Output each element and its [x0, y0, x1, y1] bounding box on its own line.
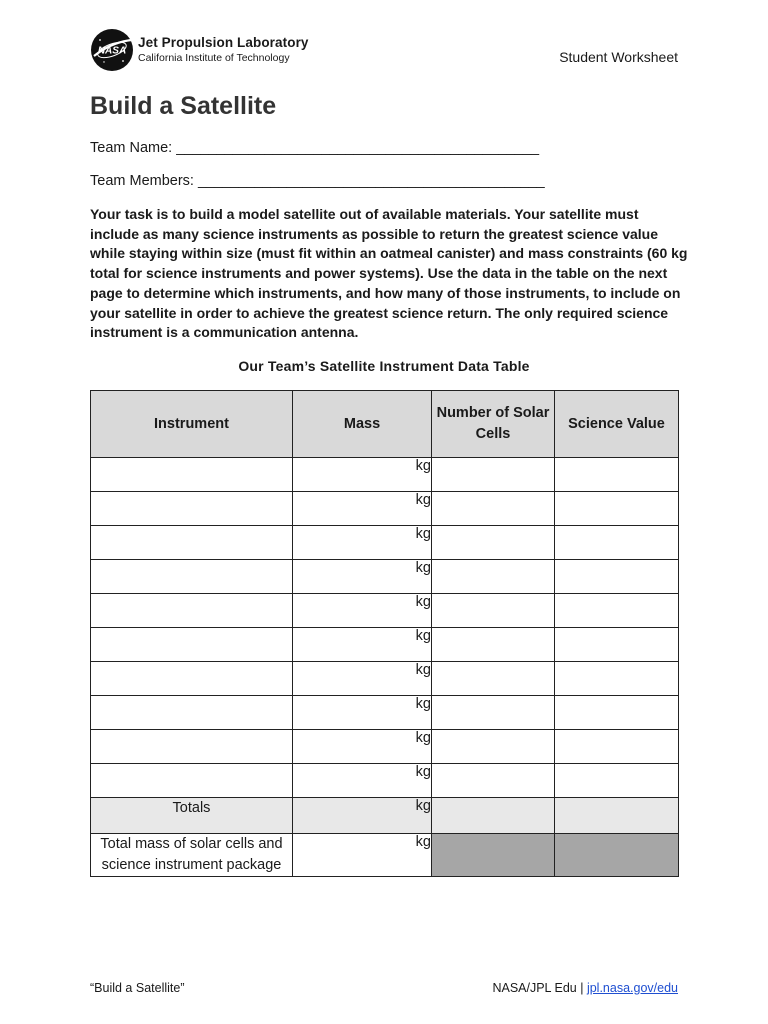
instrument-cell[interactable]	[91, 526, 293, 560]
science-value-cell[interactable]	[555, 764, 679, 798]
table-row	[91, 696, 679, 730]
table-header-row	[91, 391, 679, 458]
instrument-cell[interactable]	[91, 492, 293, 526]
document-type: Student Worksheet	[559, 49, 678, 65]
shaded-cell	[555, 834, 679, 877]
page-title: Build a Satellite	[90, 92, 277, 120]
jpl-logo	[90, 28, 309, 72]
totals-science-value-cell[interactable]	[555, 798, 679, 834]
instrument-cell[interactable]	[91, 764, 293, 798]
header-science-value: Science Value	[555, 391, 679, 458]
table-row	[91, 662, 679, 696]
solar-cells-cell[interactable]	[432, 764, 555, 798]
mass-cell[interactable]: kg	[293, 764, 432, 798]
mass-cell[interactable]: kg	[293, 662, 432, 696]
totals-solar-cells-cell[interactable]	[432, 798, 555, 834]
mass-cell[interactable]: kg	[293, 492, 432, 526]
solar-cells-cell[interactable]	[432, 526, 555, 560]
science-value-cell[interactable]	[555, 662, 679, 696]
instrument-cell[interactable]	[91, 730, 293, 764]
table-row	[91, 492, 679, 526]
instrument-cell[interactable]	[91, 560, 293, 594]
team-members-field: Team Members: ___________________________________________	[90, 173, 545, 189]
science-value-cell[interactable]	[555, 594, 679, 628]
mass-cell[interactable]: kg	[293, 560, 432, 594]
instrument-data-table	[90, 390, 679, 877]
nasa-meatball-icon	[90, 28, 134, 72]
mass-cell[interactable]: kg	[293, 696, 432, 730]
final-mass-label: Total mass of solar cells and science instrument package	[91, 834, 293, 877]
header-mass: Mass	[293, 391, 432, 458]
science-value-cell[interactable]	[555, 458, 679, 492]
final-mass-row	[91, 834, 679, 877]
science-value-cell[interactable]	[555, 696, 679, 730]
table-row	[91, 764, 679, 798]
table-row	[91, 458, 679, 492]
solar-cells-cell[interactable]	[432, 628, 555, 662]
solar-cells-cell[interactable]	[432, 730, 555, 764]
table-row	[91, 628, 679, 662]
science-value-cell[interactable]	[555, 560, 679, 594]
solar-cells-cell[interactable]	[432, 492, 555, 526]
header-solar-cells: Number of Solar Cells	[432, 391, 555, 458]
org-name: Jet Propulsion Laboratory	[138, 35, 309, 51]
solar-cells-cell[interactable]	[432, 560, 555, 594]
table-row	[91, 560, 679, 594]
mass-cell[interactable]: kg	[293, 458, 432, 492]
org-subtitle: California Institute of Technology	[138, 51, 290, 64]
instrument-cell[interactable]	[91, 628, 293, 662]
mass-cell[interactable]: kg	[293, 730, 432, 764]
mass-cell[interactable]: kg	[293, 526, 432, 560]
task-instructions: Your task is to build a model satellite out of available materials. Your satellite must include as many science instruments as possible to return the greatest science value while staying within size (must fit within an oatmeal canister) and mass constraints (60 kg total for science instruments and power systems). Use the data in the table on the next page to determine which instruments, and how many of those instruments, to include on your satellite in order to achieve the greatest science return. The only required science instrument is a communication antenna.	[90, 206, 688, 341]
mass-cell[interactable]: kg	[293, 594, 432, 628]
solar-cells-cell[interactable]	[432, 458, 555, 492]
instrument-cell[interactable]	[91, 696, 293, 730]
header-instrument: Instrument	[91, 391, 293, 458]
science-value-cell[interactable]	[555, 730, 679, 764]
footer-title: “Build a Satellite”	[90, 981, 185, 995]
science-value-cell[interactable]	[555, 526, 679, 560]
totals-label: Totals	[91, 798, 293, 834]
science-value-cell[interactable]	[555, 628, 679, 662]
footer-credit	[492, 981, 678, 995]
solar-cells-cell[interactable]	[432, 696, 555, 730]
solar-cells-cell[interactable]	[432, 594, 555, 628]
science-value-cell[interactable]	[555, 492, 679, 526]
table-row	[91, 730, 679, 764]
table-caption: Our Team’s Satellite Instrument Data Table	[238, 358, 530, 374]
table-row	[91, 594, 679, 628]
instrument-cell[interactable]	[91, 594, 293, 628]
table-row	[91, 526, 679, 560]
mass-cell[interactable]: kg	[293, 628, 432, 662]
solar-cells-cell[interactable]	[432, 662, 555, 696]
instrument-cell[interactable]	[91, 458, 293, 492]
logo-text: NASA	[97, 45, 127, 57]
instrument-cell[interactable]	[91, 662, 293, 696]
shaded-cell	[432, 834, 555, 877]
totals-row	[91, 798, 679, 834]
footer-link[interactable]: jpl.nasa.gov/edu	[586, 981, 678, 995]
final-mass-unit: kg	[293, 834, 432, 877]
footer-credit-text: NASA/JPL Edu |	[492, 981, 587, 995]
team-name-field: Team Name: _____________________________________________	[90, 140, 540, 156]
totals-mass-unit: kg	[293, 798, 432, 834]
